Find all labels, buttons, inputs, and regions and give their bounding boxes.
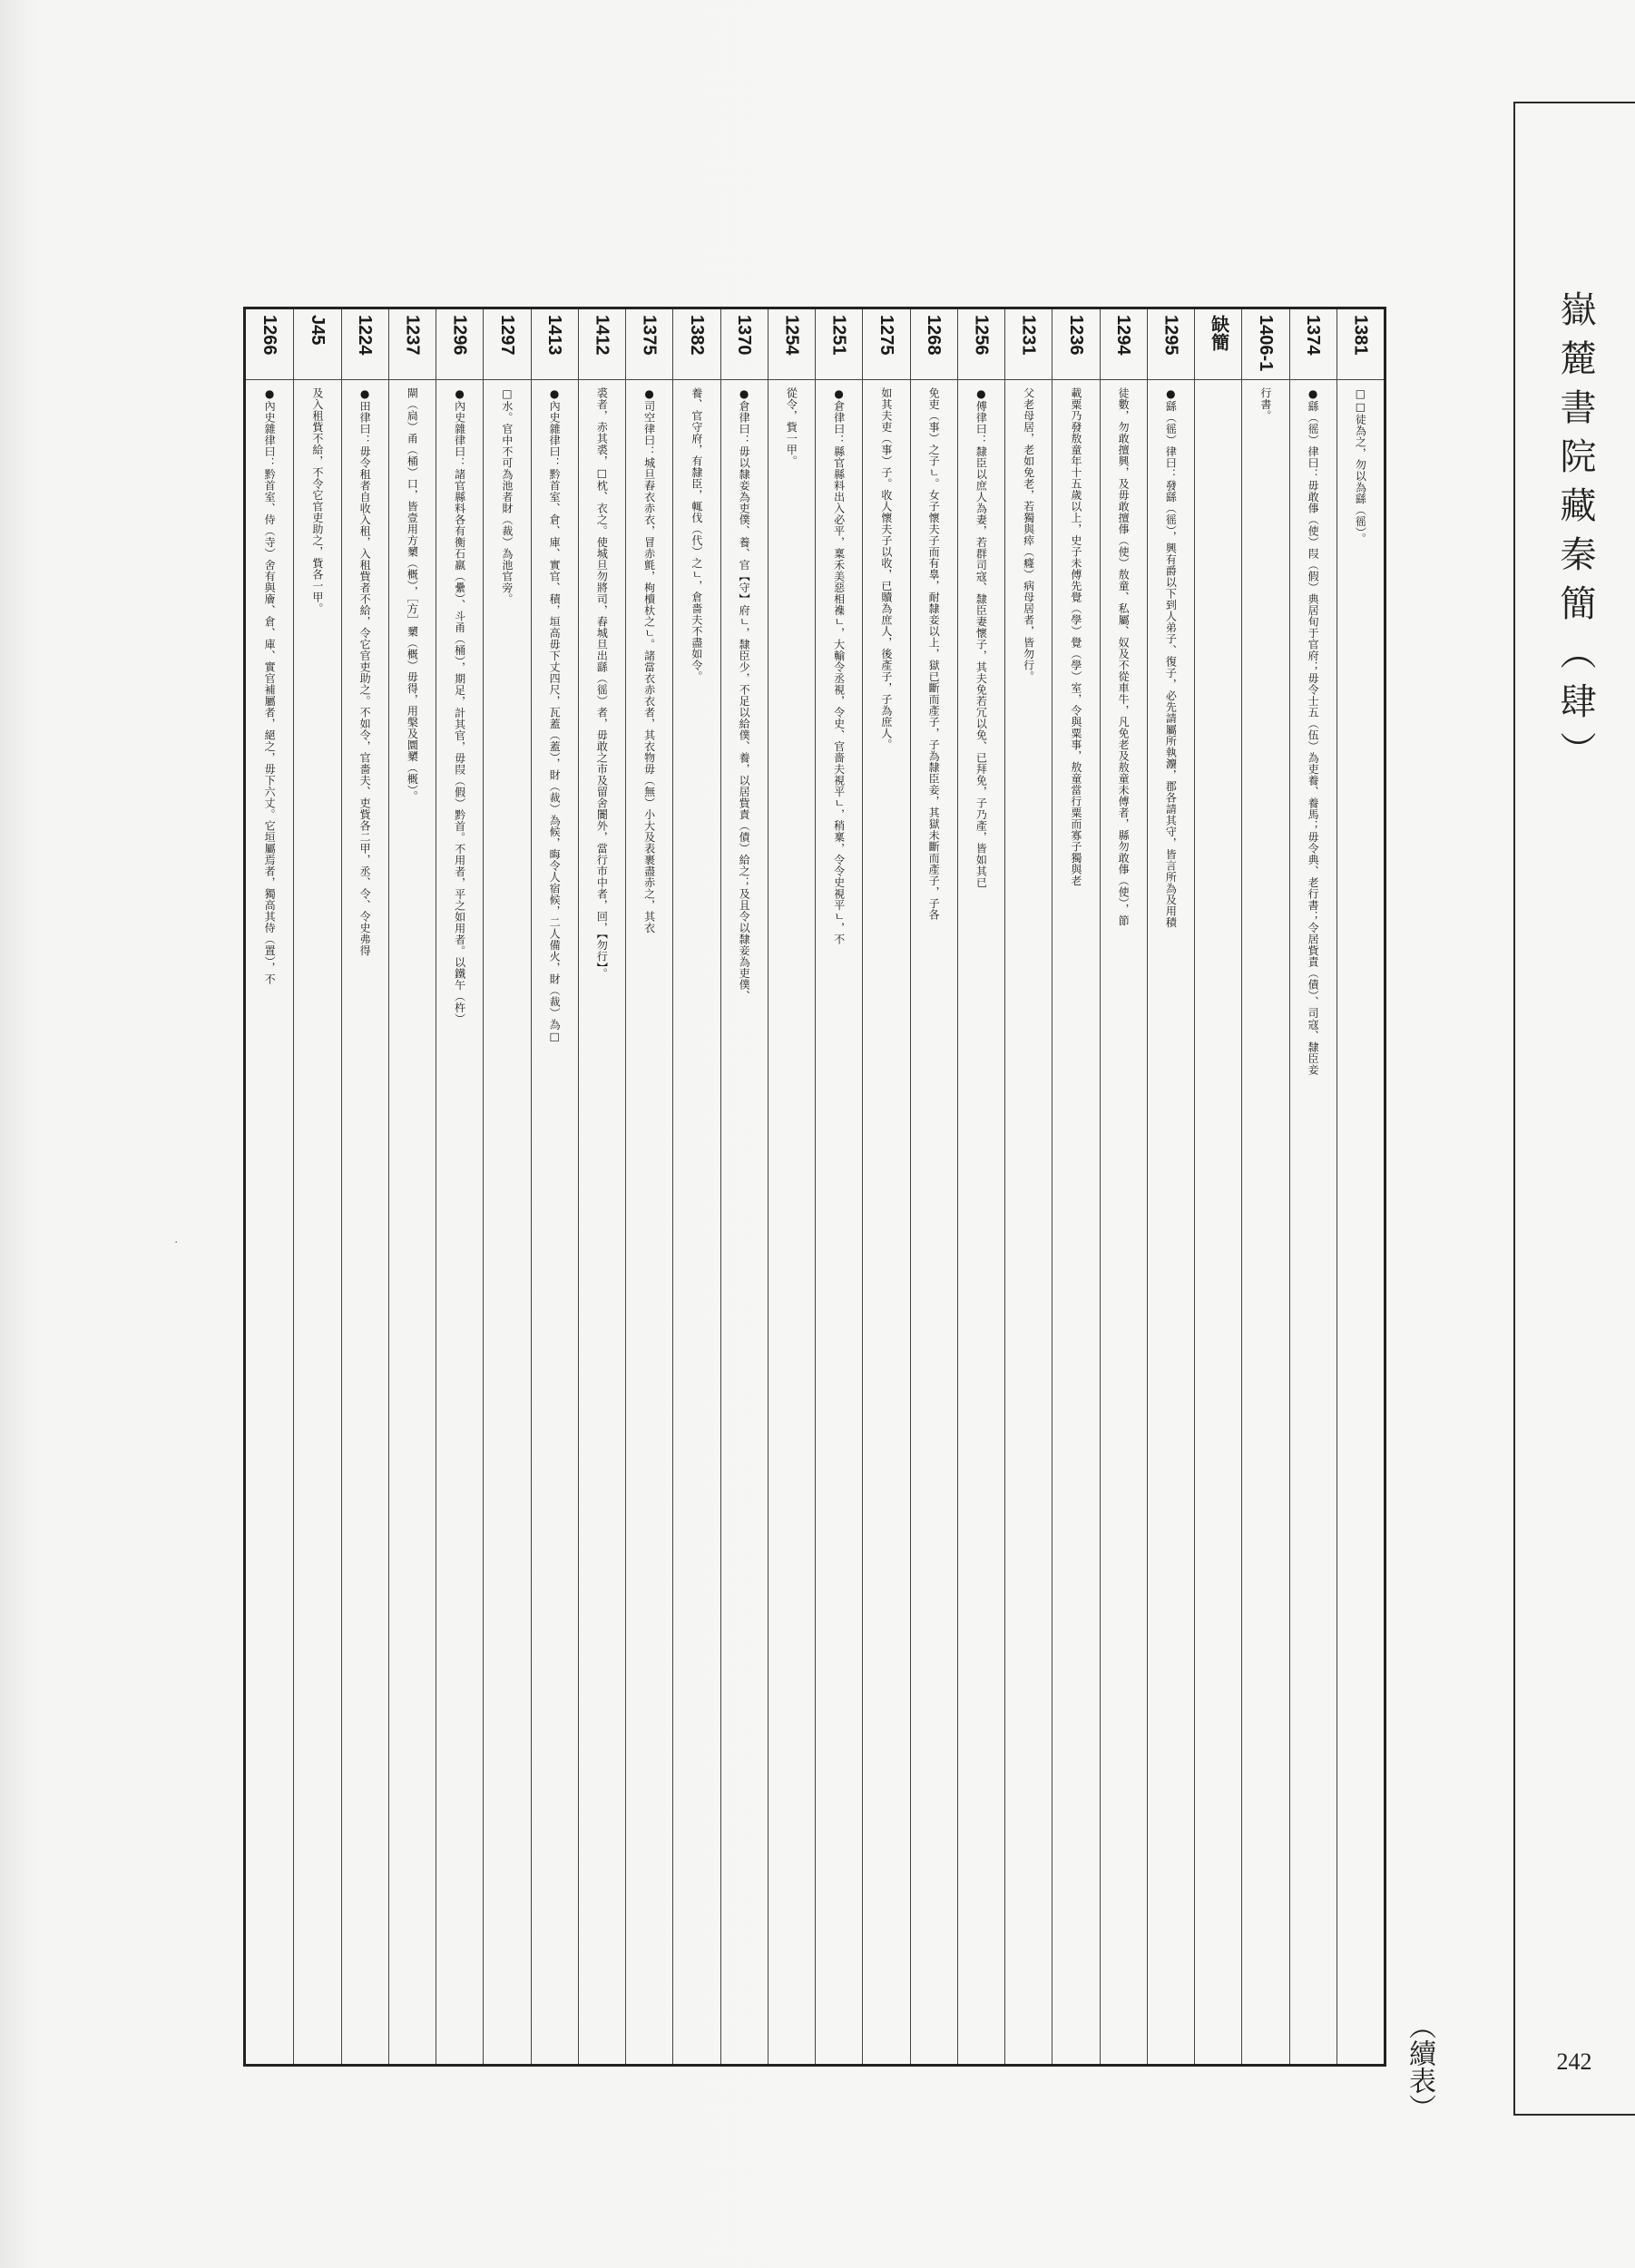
slip-text-cell xyxy=(1290,380,1336,2064)
slip-text: ●內史雜律曰：諸官縣料各有衡石羸（纍）、斗甬（桶），期足，計其官，毋叚（假）黔首。不用者，平之如用者。以鐵午（杵） xyxy=(453,387,466,1025)
slip-text-cell xyxy=(626,380,672,2064)
slip-text: ●繇（徭）律曰：發繇（徭），興有爵以下到人弟子、復子，必先請屬所執灋，郡各請其守，皆言所為及用積 xyxy=(1164,387,1178,928)
table-row xyxy=(436,309,483,2064)
slip-number-cell xyxy=(721,309,768,380)
slip-number-cell xyxy=(673,309,720,380)
slip-text: 及入租貲不給，不令它官吏助之，貲各一甲。 xyxy=(310,387,324,614)
table-row xyxy=(625,309,672,2064)
table-row xyxy=(1147,309,1194,2064)
slip-number: 1268 xyxy=(924,315,945,356)
slip-text: ●傅律曰：隸臣以庶人為妻，若群司寇、隸臣妻懷子，其夫免若冗以免、已拜免，子乃產，皆如其已 xyxy=(974,387,988,888)
slip-text-cell xyxy=(484,380,530,2064)
table-row xyxy=(862,309,909,2064)
slip-number: 1374 xyxy=(1303,315,1324,356)
slip-text: 父老母居，老如免老，若獨與瘁（癃）病母居者，皆勿行。 xyxy=(1022,387,1035,682)
table-row xyxy=(531,309,578,2064)
slip-transcription-table xyxy=(243,307,1386,2067)
slip-number: 1254 xyxy=(781,315,802,356)
slip-text-cell xyxy=(1052,380,1099,2064)
slip-number: 缺簡 xyxy=(1208,315,1229,351)
table-row xyxy=(1194,309,1241,2064)
slip-number: 1295 xyxy=(1160,315,1181,356)
table-row xyxy=(672,309,720,2064)
slip-text-cell xyxy=(1005,380,1052,2064)
slip-number-cell xyxy=(1195,309,1241,380)
slip-text: ●內史雜律曰：黔首室、倉、庫、實官、積，垣高毋下丈四尺，瓦蓋（蓋），財（裁）為候，晦令人宿候，二人備火，財（裁）為□ xyxy=(548,387,562,1043)
slip-text-cell xyxy=(294,380,340,2064)
slip-number: 1231 xyxy=(1018,315,1039,356)
table-rows xyxy=(246,309,1384,2064)
slip-text: 免吏（事）之子ㄴ。女子懷夫子而有辠，耐隸妾以上，獄已斷而產子，子為隸臣妾，其獄未斷而產子，子各 xyxy=(927,387,941,921)
slip-text: ●司空律曰：城旦舂衣赤衣，冒赤氈，枸櫝杕之ㄴ。諸當衣赤衣者，其衣物毋（無）小大及表裹盡赤之，其衣 xyxy=(642,387,656,934)
slip-number: 1224 xyxy=(355,315,376,356)
slip-text-cell xyxy=(246,380,293,2064)
table-row xyxy=(957,309,1004,2064)
slip-text: □水。官中不可為池者財（裁）為池官旁。 xyxy=(500,387,514,605)
slip-text: 行書。 xyxy=(1258,387,1272,422)
slip-number: 1297 xyxy=(496,315,517,356)
slip-number: 1406-1 xyxy=(1255,315,1276,372)
table-row xyxy=(388,309,436,2064)
slip-text: 從令，貲一甲。 xyxy=(785,387,798,467)
slip-text-cell xyxy=(1101,380,1147,2064)
slip-number-cell xyxy=(389,309,436,380)
slip-number-cell xyxy=(1101,309,1147,380)
slip-number-cell xyxy=(816,309,862,380)
slip-text-cell xyxy=(769,380,815,2064)
slip-number-cell xyxy=(1052,309,1099,380)
table-row xyxy=(768,309,815,2064)
slip-number-cell xyxy=(532,309,578,380)
slip-text-cell xyxy=(1242,380,1288,2064)
table-row xyxy=(341,309,388,2064)
slip-text-cell xyxy=(1195,380,1241,2064)
slip-number-cell xyxy=(626,309,672,380)
slip-text-cell xyxy=(863,380,909,2064)
book-title: 嶽麓書院藏秦簡（肆） xyxy=(1554,290,1596,780)
table-row xyxy=(1241,309,1288,2064)
slip-text-cell xyxy=(721,380,768,2064)
table-row xyxy=(578,309,625,2064)
slip-text: 裘者，赤其裘，□枕、衣之。使城旦勿將司，舂城旦出繇（徭）者，毋敢之市及留舍闠外，當行市中者，回，【勿行】。 xyxy=(595,387,609,980)
slip-text-cell xyxy=(342,380,388,2064)
slip-text-cell xyxy=(579,380,625,2064)
slip-number-cell xyxy=(294,309,340,380)
table-row xyxy=(483,309,530,2064)
slip-text: ●田律曰：毋令租者自收入租，入租貲者不給，令它官吏助之。不如令，官嗇夫、吏貲各二甲，丞、令、令史弗得 xyxy=(358,387,372,956)
slip-number: 1294 xyxy=(1113,315,1134,356)
table-row xyxy=(1004,309,1052,2064)
slip-number: 1256 xyxy=(971,315,992,356)
slip-number: J45 xyxy=(307,315,328,346)
slip-text: ●倉律曰：毋以隸妾為吏僕、養、官【守】府ㄴ，隸臣少，不足以給僕、養，以居貲責（債）給之；及且令以隸妾為吏僕、 xyxy=(738,387,751,1002)
table-row xyxy=(815,309,862,2064)
slip-number-cell xyxy=(1148,309,1194,380)
slip-number: 1413 xyxy=(544,315,565,356)
slip-text-cell xyxy=(389,380,436,2064)
slip-text-cell xyxy=(911,380,957,2064)
slip-text: ●繇（徭）律曰：毋敢倳（使）叚（假）典居旬于官府；毋令士五（伍）為吏養、養馬；毋令典、老行書；令居貲責（債）、司寇、隸臣妾 xyxy=(1307,387,1320,1076)
slip-number-cell xyxy=(1290,309,1336,380)
slip-number: 1251 xyxy=(828,315,849,356)
table-row xyxy=(246,309,293,2064)
slip-text-cell xyxy=(958,380,1004,2064)
slip-text: □□徒為之，勿以為繇（徭）。 xyxy=(1354,387,1367,544)
table-row xyxy=(1289,309,1336,2064)
table-row xyxy=(720,309,768,2064)
slip-text-cell xyxy=(1148,380,1194,2064)
page-number: 242 xyxy=(1556,2048,1592,2075)
slip-number: 1296 xyxy=(449,315,470,356)
slip-number-cell xyxy=(579,309,625,380)
table-row xyxy=(293,309,340,2064)
slip-text: ●倉律曰：縣官縣料出入必平，稟禾美惡相襍ㄴ，大輸令丞視，令史、官嗇夫視平ㄴ，稍稟，令令史視平ㄴ，不 xyxy=(832,387,846,945)
slip-number: 1236 xyxy=(1065,315,1086,356)
slip-number: 1412 xyxy=(592,315,612,356)
table-row xyxy=(1336,309,1384,2064)
slip-text: 養、官守府，有隸臣，輒伐（代）之ㄴ，倉嗇夫不盡如令。 xyxy=(690,387,703,682)
continued-label: （續表） xyxy=(1404,2012,1435,2121)
slip-number-cell xyxy=(1242,309,1288,380)
slip-text-cell xyxy=(1337,380,1384,2064)
slip-number-cell xyxy=(769,309,815,380)
slip-number-cell xyxy=(863,309,909,380)
slip-number: 1382 xyxy=(686,315,707,356)
slip-text: 徒數，勿敢擅興，及毋敢擅倳（使）敖童、私屬、奴及不從車牛，凡免老及敖童未傅者，縣勿敢倳（使），節 xyxy=(1117,387,1131,926)
slip-number-cell xyxy=(342,309,388,380)
slip-number-cell xyxy=(484,309,530,380)
slip-text-cell xyxy=(436,380,483,2064)
slip-number-cell xyxy=(911,309,957,380)
slip-number-cell xyxy=(1337,309,1384,380)
slip-number: 1266 xyxy=(259,315,280,356)
slip-text-cell xyxy=(673,380,720,2064)
slip-text: 閘（扃）甬（桶）口，皆壹用方櫫（概），［方］櫫（概）毋得，用槃及圜櫫（概）。 xyxy=(406,387,419,802)
slip-number: 1370 xyxy=(734,315,755,356)
table-row xyxy=(1100,309,1147,2064)
slip-number: 1275 xyxy=(876,315,896,356)
slip-number-cell xyxy=(436,309,483,380)
table-row xyxy=(910,309,957,2064)
slip-number-cell xyxy=(1005,309,1052,380)
slip-text-cell xyxy=(532,380,578,2064)
slip-number: 1381 xyxy=(1350,315,1371,356)
slip-text-cell xyxy=(816,380,862,2064)
slip-text: ●內史雜律曰：黔首室、侍（寺）舍有與廥、倉、庫、實官補屬者，絕之，毋下六丈。它垣屬焉者，獨高其侍（置），不 xyxy=(263,387,277,985)
slip-number: 1237 xyxy=(402,315,423,356)
slip-number-cell xyxy=(958,309,1004,380)
scan-speck: · xyxy=(174,1236,179,1250)
slip-number-cell xyxy=(246,309,293,380)
slip-text: 如其夫吏（事）子。收人懷夫子以收，已贖為庶人，後產子，子為庶人。 xyxy=(879,387,893,750)
slip-text: 載粟乃發敖童年十五歲以上，史子未傅先覺（學）覺（學）室，令與粟事，敖童當行粟而寡子獨與老 xyxy=(1069,387,1082,886)
table-row xyxy=(1052,309,1099,2064)
slip-number: 1375 xyxy=(639,315,660,356)
